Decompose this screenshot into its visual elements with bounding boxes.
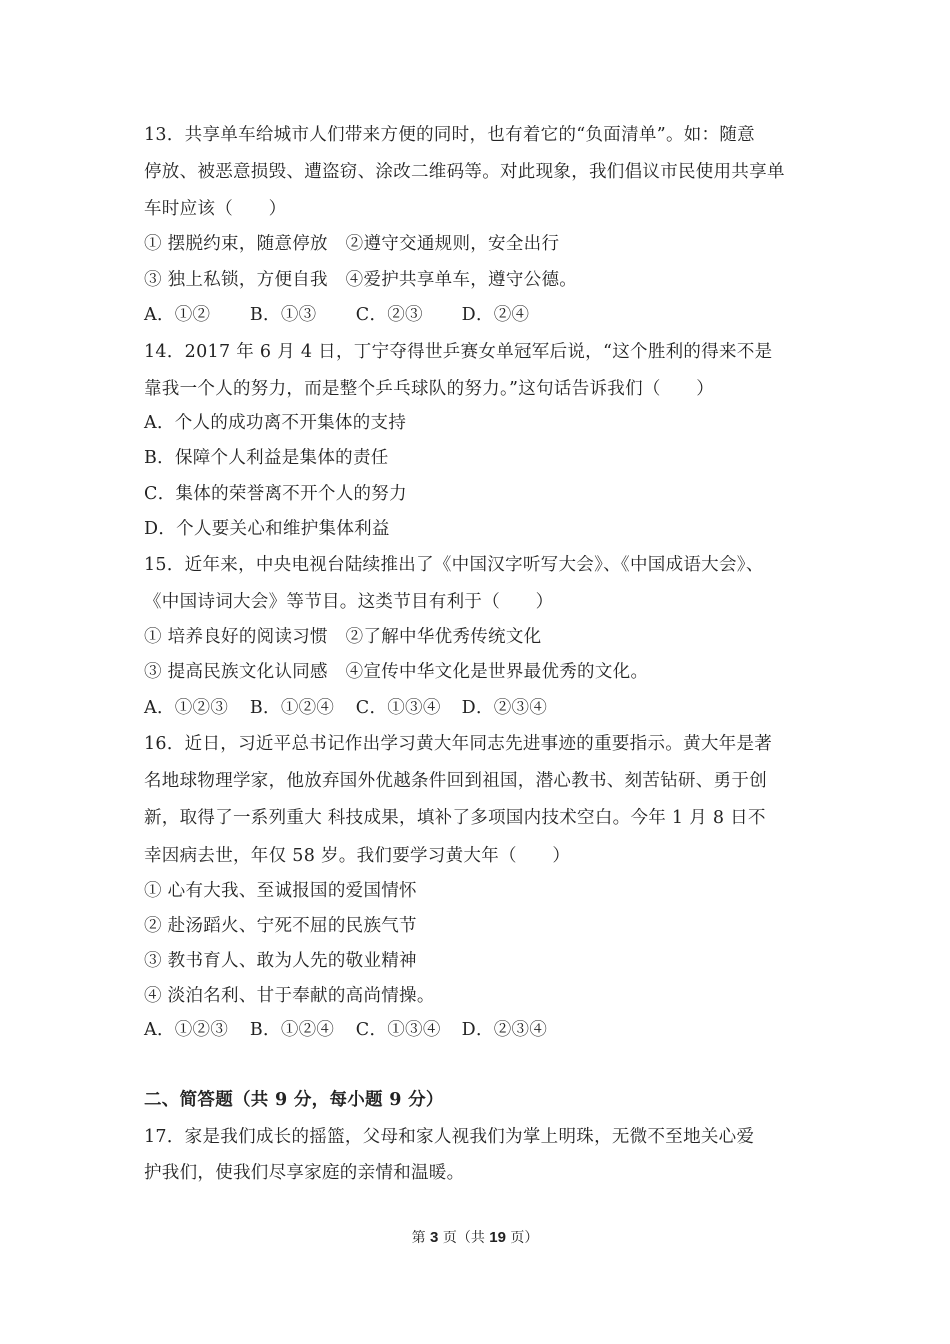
q14-stem-line-1: 14．2017 年 6 月 4 日，丁宁夺得世乒赛女单冠军后说，“这个胜利的得来不是 <box>144 342 773 362</box>
q17-stem-line-2: 护我们，使我们尽享家庭的亲情和温暖。 <box>144 1163 465 1183</box>
q14-stem-line-2: 靠我一个人的努力，而是整个乒乓球队的努力。”这句话告诉我们（ ） <box>144 379 715 399</box>
q13-option-a[interactable]: A．①② <box>144 305 211 325</box>
q15-option-a[interactable]: A．①②③ <box>144 698 229 718</box>
q13-options <box>144 303 814 327</box>
q13-option-d[interactable]: D．②④ <box>461 305 530 325</box>
q13-stem-line-3: 车时应该（ ） <box>144 199 287 219</box>
q14-option-a[interactable]: A．个人的成功离不开集体的支持 <box>144 413 407 433</box>
q15-option-d[interactable]: D．②③④ <box>461 698 548 718</box>
q16-item-1: ① 心有大我、至诚报国的爱国情怀 <box>144 881 417 901</box>
q16-option-b[interactable]: B．①②④ <box>249 1020 335 1040</box>
q16-stem-line-1: 16．近日，习近平总书记作出学习黄大年同志先进事迹的重要指示。黄大年是著 <box>144 734 773 754</box>
q16-stem-line-4: 幸因病去世，年仅 58 岁。我们要学习黄大年（ ） <box>144 846 571 866</box>
footer-total-pages: 19 <box>489 1229 506 1246</box>
q16-option-c[interactable]: C．①③④ <box>355 1020 441 1040</box>
section-heading: 二、简答题（共 9 分，每小题 9 分） <box>144 1090 444 1110</box>
q15-stem-line-1: 15．近年来，中央电视台陆续推出了《中国汉字听写大会》、《中国成语大会》、 <box>144 555 764 575</box>
q16-stem-line-2: 名地球物理学家，他放弃国外优越条件回到祖国，潜心教书、刻苦钻研、勇于创 <box>144 771 767 791</box>
q14-option-d[interactable]: D．个人要关心和维护集体利益 <box>144 519 390 539</box>
q13-option-c[interactable]: C．②③ <box>355 305 423 325</box>
q13-item-1: ① 摆脱约束，随意停放 ②遵守交通规则，安全出行 <box>144 234 560 254</box>
q15-item-2: ③ 提高民族文化认同感 ④宣传中华文化是世界最优秀的文化。 <box>144 662 649 682</box>
footer-page-number: 3 <box>430 1229 439 1246</box>
q16-option-d[interactable]: D．②③④ <box>461 1020 548 1040</box>
q16-options <box>144 1018 814 1042</box>
footer-middle: 页（共 <box>442 1230 485 1246</box>
q16-item-4: ④ 淡泊名利、甘于奉献的高尚情操。 <box>144 986 435 1006</box>
page-footer <box>0 1228 950 1248</box>
q15-item-1: ① 培养良好的阅读习惯 ②了解中华优秀传统文化 <box>144 627 542 647</box>
q13-stem-line-1: 13．共享单车给城市人们带来方便的同时，也有着它的“负面清单”。如：随意 <box>144 125 755 145</box>
footer-prefix: 第 <box>411 1230 426 1246</box>
q13-option-b[interactable]: B．①③ <box>249 305 317 325</box>
q13-item-2: ③ 独上私锁，方便自我 ④爱护共享单车，遵守公德。 <box>144 270 578 290</box>
q16-item-3: ③ 教书育人、敢为人先的敬业精神 <box>144 951 417 971</box>
q16-item-2: ② 赴汤蹈火、宁死不屈的民族气节 <box>144 916 417 936</box>
q14-option-b[interactable]: B．保障个人利益是集体的责任 <box>144 448 389 468</box>
q16-option-a[interactable]: A．①②③ <box>144 1020 229 1040</box>
q15-stem-line-2: 《中国诗词大会》等节目。这类节目有利于（ ） <box>144 592 554 612</box>
q15-option-c[interactable]: C．①③④ <box>355 698 441 718</box>
q15-option-b[interactable]: B．①②④ <box>249 698 335 718</box>
q14-option-c[interactable]: C．集体的荣誉离不开个人的努力 <box>144 484 407 504</box>
q17-stem-line-1: 17．家是我们成长的摇篮，父母和家人视我们为掌上明珠，无微不至地关心爱 <box>144 1127 755 1147</box>
q16-stem-line-3: 新，取得了一系列重大 科技成果，填补了多项国内技术空白。今年 1 月 8 日不 <box>144 808 766 828</box>
footer-suffix: 页） <box>510 1230 539 1246</box>
q13-stem-line-2: 停放、被恶意损毁、遭盗窃、涂改二维码等。对此现象，我们倡议市民使用共享单 <box>144 162 785 182</box>
q15-options <box>144 696 814 720</box>
